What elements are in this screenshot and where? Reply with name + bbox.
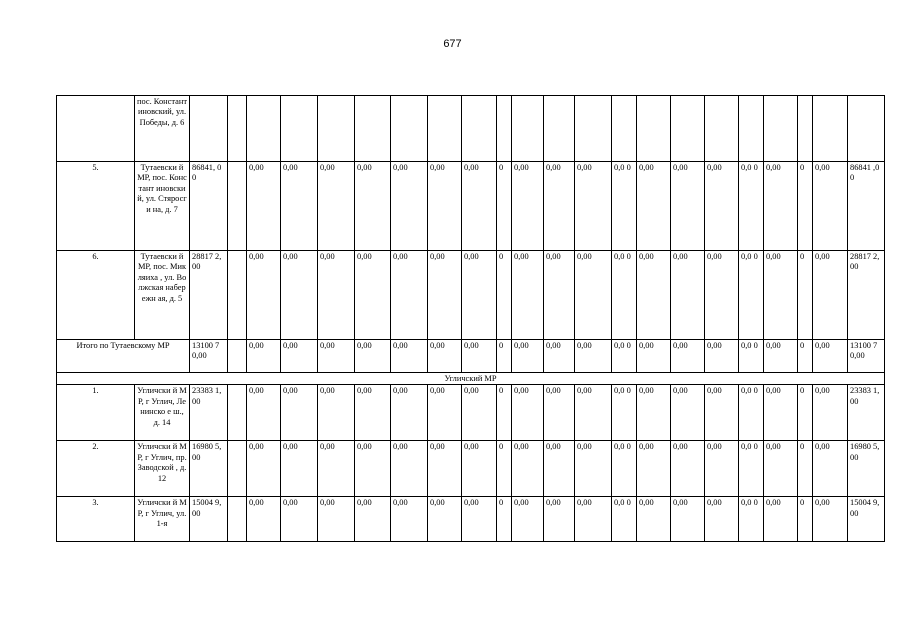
value-cell: 0,00: [705, 385, 739, 441]
value-cell: 0,00: [705, 162, 739, 251]
value-cell: 0,00: [318, 385, 355, 441]
value-cell: 0,00: [355, 251, 391, 340]
value-cell: 0,00: [391, 340, 428, 373]
total-cost-cell: 86841, 00: [190, 162, 228, 251]
value-cell: 0,00: [764, 441, 798, 497]
value-cell: 0,0 0: [612, 251, 637, 340]
value-cell: 0: [798, 441, 813, 497]
value-cell: 0: [497, 340, 512, 373]
empty-cell: [462, 96, 497, 162]
value-cell: 0,00: [391, 441, 428, 497]
empty-cell: [705, 96, 739, 162]
value-cell: 0,00: [247, 385, 281, 441]
value-cell: 0: [497, 385, 512, 441]
table-row: [57, 385, 885, 441]
empty-cell: [739, 96, 764, 162]
section-row: [57, 373, 885, 385]
value-cell: 0: [798, 162, 813, 251]
value-cell: 0,00: [281, 340, 318, 373]
empty-cell: [848, 96, 885, 162]
value-cell: 0,00: [512, 497, 544, 542]
value-cell: 0,00: [705, 441, 739, 497]
empty-cell: [318, 96, 355, 162]
sum-cell: 28817 2,00: [848, 251, 885, 340]
value-cell: 0,00: [318, 441, 355, 497]
empty-cell: [428, 96, 462, 162]
value-cell: 0,00: [544, 162, 575, 251]
value-cell: 0,00: [247, 162, 281, 251]
value-cell: 0: [497, 497, 512, 542]
value-cell: 0: [798, 497, 813, 542]
table-row: [57, 96, 885, 162]
value-cell: 0,00: [247, 497, 281, 542]
row-number-cell: 5.: [57, 162, 135, 251]
empty-cell: [637, 96, 671, 162]
row-number-cell: 2.: [57, 441, 135, 497]
value-cell: 0,0 0: [612, 162, 637, 251]
table-row: [57, 251, 885, 340]
address-cell: Тутаевски й МР, пос. Микляиха , ул. Волжская набережн ая, д. 5: [135, 251, 190, 340]
table-row: [57, 441, 885, 497]
value-cell: 0,0 0: [739, 497, 764, 542]
empty-cell: [512, 96, 544, 162]
empty-cell: [228, 497, 247, 542]
empty-cell: [281, 96, 318, 162]
value-cell: 0,00: [428, 385, 462, 441]
value-cell: 0,00: [813, 162, 848, 251]
value-cell: 0,00: [575, 162, 612, 251]
empty-cell: [228, 96, 247, 162]
empty-cell: [798, 96, 813, 162]
value-cell: 0,00: [512, 251, 544, 340]
value-cell: 0,00: [575, 385, 612, 441]
address-cell: Угличски й МР, г Углич, ул. 1-я: [135, 497, 190, 542]
empty-cell: [228, 441, 247, 497]
value-cell: 0,00: [281, 441, 318, 497]
value-cell: 0: [798, 340, 813, 373]
empty-cell: [391, 96, 428, 162]
empty-cell: [190, 96, 228, 162]
value-cell: 0,00: [428, 340, 462, 373]
total-cost-cell: 28817 2,00: [190, 251, 228, 340]
value-cell: 0,00: [544, 251, 575, 340]
value-cell: 0,00: [705, 497, 739, 542]
value-cell: 0,00: [637, 340, 671, 373]
value-cell: 0: [497, 251, 512, 340]
value-cell: 0,00: [281, 162, 318, 251]
table-row: [57, 162, 885, 251]
value-cell: 0,00: [462, 441, 497, 497]
value-cell: 0,0 0: [739, 441, 764, 497]
row-number-cell: 3.: [57, 497, 135, 542]
value-cell: 0,00: [247, 251, 281, 340]
value-cell: 0: [497, 441, 512, 497]
value-cell: 0,00: [281, 385, 318, 441]
value-cell: 0,00: [575, 251, 612, 340]
row-number-cell: 1.: [57, 385, 135, 441]
empty-cell: [228, 385, 247, 441]
value-cell: 0,00: [575, 497, 612, 542]
empty-cell: [228, 251, 247, 340]
value-cell: 0,00: [318, 162, 355, 251]
value-cell: 0,0 0: [612, 385, 637, 441]
value-cell: 0,0 0: [612, 497, 637, 542]
value-cell: 0,00: [462, 497, 497, 542]
value-cell: 0,00: [637, 385, 671, 441]
value-cell: 0,00: [671, 385, 705, 441]
value-cell: 0,00: [281, 497, 318, 542]
empty-cell: [544, 96, 575, 162]
value-cell: 0,00: [318, 497, 355, 542]
value-cell: 0,00: [428, 441, 462, 497]
empty-cell: [813, 96, 848, 162]
value-cell: 0,00: [355, 340, 391, 373]
value-cell: 0,00: [764, 340, 798, 373]
empty-cell: [575, 96, 612, 162]
page-number: 677: [443, 38, 462, 50]
value-cell: 0,00: [705, 251, 739, 340]
address-cell: Угличски й МР, г Углич, Ленинско е ш., д. 14: [135, 385, 190, 441]
value-cell: 0,00: [637, 251, 671, 340]
empty-cell: [247, 96, 281, 162]
value-cell: 0,00: [318, 340, 355, 373]
value-cell: 0,00: [813, 385, 848, 441]
value-cell: 0,00: [462, 251, 497, 340]
value-cell: 0,00: [671, 441, 705, 497]
empty-cell: [764, 96, 798, 162]
value-cell: 0,0 0: [739, 162, 764, 251]
value-cell: 0,00: [355, 497, 391, 542]
value-cell: 0,00: [512, 162, 544, 251]
value-cell: 0,00: [462, 340, 497, 373]
value-cell: 0,00: [671, 162, 705, 251]
address-cell: пос. Констант иновский, ул. Победы, д. 6: [135, 96, 190, 162]
value-cell: 0,0 0: [612, 340, 637, 373]
table-row: [57, 497, 885, 542]
value-cell: 0,00: [355, 441, 391, 497]
value-cell: 0,0 0: [612, 441, 637, 497]
value-cell: 0,00: [544, 340, 575, 373]
value-cell: 0,00: [391, 497, 428, 542]
sum-cell: 15004 9,00: [848, 497, 885, 542]
value-cell: 0,0 0: [739, 251, 764, 340]
sum-cell: 13100 70,00: [848, 340, 885, 373]
value-cell: 0,00: [813, 340, 848, 373]
value-cell: 0,00: [512, 385, 544, 441]
value-cell: 0,00: [247, 340, 281, 373]
value-cell: 0: [798, 385, 813, 441]
value-cell: 0,00: [544, 441, 575, 497]
value-cell: 0,00: [281, 251, 318, 340]
value-cell: 0,00: [764, 385, 798, 441]
value-cell: 0,00: [428, 251, 462, 340]
sum-cell: 23383 1,00: [848, 385, 885, 441]
empty-cell: [612, 96, 637, 162]
value-cell: 0,00: [462, 162, 497, 251]
sum-cell: 86841 ,00: [848, 162, 885, 251]
empty-cell: [497, 96, 512, 162]
empty-cell: [671, 96, 705, 162]
value-cell: 0,00: [544, 497, 575, 542]
value-cell: 0,00: [637, 162, 671, 251]
value-cell: 0,00: [355, 162, 391, 251]
value-cell: 0,00: [247, 441, 281, 497]
value-cell: 0,00: [671, 251, 705, 340]
value-cell: 0,00: [764, 162, 798, 251]
sum-cell: 16980 5,00: [848, 441, 885, 497]
row-number-cell: [57, 96, 135, 162]
value-cell: 0,00: [544, 385, 575, 441]
value-cell: 0,00: [671, 340, 705, 373]
empty-cell: [228, 340, 247, 373]
value-cell: 0,00: [462, 385, 497, 441]
value-cell: 0,00: [813, 441, 848, 497]
value-cell: 0,00: [575, 340, 612, 373]
total-label-cell: Итого по Тутаевскому МР: [57, 340, 190, 373]
value-cell: 0: [798, 251, 813, 340]
address-cell: Тутаевски й МР, пос. Констант иновский, ул. Стяросги на, д. 7: [135, 162, 190, 251]
value-cell: 0,00: [813, 251, 848, 340]
total-row: [57, 340, 885, 373]
value-cell: 0,0 0: [739, 385, 764, 441]
value-cell: 0: [497, 162, 512, 251]
value-cell: 0,00: [318, 251, 355, 340]
total-cost-cell: 23383 1,00: [190, 385, 228, 441]
total-cost-cell: 13100 70,00: [190, 340, 228, 373]
empty-cell: [228, 162, 247, 251]
value-cell: 0,00: [813, 497, 848, 542]
value-cell: 0,00: [355, 385, 391, 441]
value-cell: 0,00: [391, 162, 428, 251]
total-cost-cell: 16980 5,00: [190, 441, 228, 497]
empty-cell: [355, 96, 391, 162]
section-heading: Угличский МР: [57, 373, 885, 385]
value-cell: 0,0 0: [739, 340, 764, 373]
value-cell: 0,00: [764, 251, 798, 340]
value-cell: 0,00: [391, 251, 428, 340]
row-number-cell: 6.: [57, 251, 135, 340]
total-cost-cell: 15004 9,00: [190, 497, 228, 542]
value-cell: 0,00: [512, 441, 544, 497]
value-cell: 0,00: [391, 385, 428, 441]
value-cell: 0,00: [637, 441, 671, 497]
data-table: [56, 95, 885, 542]
value-cell: 0,00: [575, 441, 612, 497]
value-cell: 0,00: [764, 497, 798, 542]
value-cell: 0,00: [428, 162, 462, 251]
address-cell: Угличски й МР, г Углич, пр. Заводской , д. 12: [135, 441, 190, 497]
value-cell: 0,00: [671, 497, 705, 542]
value-cell: 0,00: [428, 497, 462, 542]
value-cell: 0,00: [705, 340, 739, 373]
value-cell: 0,00: [637, 497, 671, 542]
value-cell: 0,00: [512, 340, 544, 373]
